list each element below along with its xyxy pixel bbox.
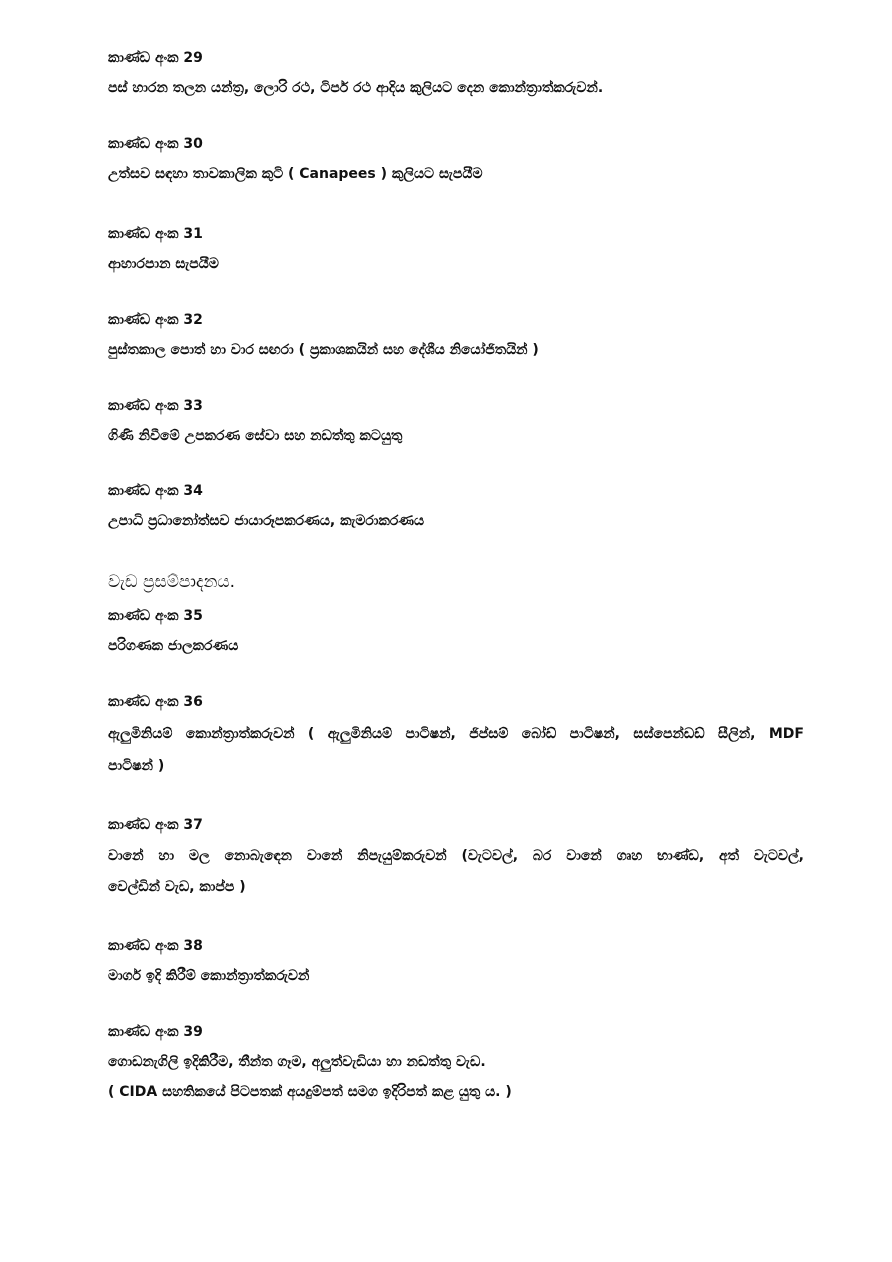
- category-35-text: පරිගණක ජාලකරණය: [108, 638, 239, 654]
- category-39-text-line-2: ( CIDA සහතිකයේ පිටපතක් අයදුම්පත් සමග ඉදිරිපත් කළ යුතු ය. ): [108, 1084, 512, 1100]
- category-37-text-line-2: වෙල්ඩින් වැඩ, කාප්ප ): [108, 879, 246, 895]
- category-32-label: කාණ්ඩ අංක 32: [108, 312, 203, 328]
- category-34-label: කාණ්ඩ අංක 34: [108, 483, 203, 499]
- category-30-text: උත්සව සඳහා තාවකාලික කුටි ( Canapees ) කුලියට සැපයීම: [108, 166, 483, 182]
- category-36-text-line-1: ඇලුමිනියම් කොන්ත්‍රාත්කරුවන් ( ඇලුමිනියම් පාටිෂන්, ජිප්සම් බෝඩ් පාටිෂන්, සස්පෙන්ඩඩ් සීලින්, MDF: [108, 726, 804, 742]
- category-30-label: කාණ්ඩ අංක 30: [108, 136, 203, 152]
- category-29-label: කාණ්ඩ අංක 29: [108, 50, 203, 66]
- category-29-text: පස් හාරන තලන යන්ත්‍ර, ලොරි රථ, ටිපර් රථ ආදිය කුලියට දෙන කොන්ත්‍රාත්කරුවන්.: [108, 80, 604, 96]
- works-procurement-heading: වැඩ ප්‍රසම්පාදනය.: [108, 572, 236, 592]
- category-36-label: කාණ්ඩ අංක 36: [108, 694, 203, 710]
- category-38-text: මාර්ග ඉදි කිරීම් කොන්ත්‍රාත්කරුවන්: [108, 968, 310, 984]
- category-39-label: කාණ්ඩ අංක 39: [108, 1024, 203, 1040]
- category-39-text-line-1: ගොඩනැගිලි ඉදිකිරීම, තීන්ත ගෑම, අලුත්වැඩියා හා නඩත්තු වැඩ.: [108, 1054, 486, 1070]
- category-31-text: ආහාරපාන සැපයීම: [108, 256, 219, 272]
- category-33-label: කාණ්ඩ අංක 33: [108, 398, 203, 414]
- category-33-text: ගිණි නිවීමේ උපකරණ සේවා සහ නඩත්තු කටයුතු: [108, 428, 403, 444]
- category-35-label: කාණ්ඩ අංක 35: [108, 608, 203, 624]
- category-31-label: කාණ්ඩ අංක 31: [108, 226, 203, 242]
- category-37-text-line-1: වානේ හා මල නොබැඳෙන වානේ නිපැයුම්කරුවන් (වැටවල්, බර වානේ ගෘහ භාණ්ඩ, අත් වැටවල්,: [108, 848, 804, 864]
- category-37-label: කාණ්ඩ අංක 37: [108, 817, 203, 833]
- category-34-text: උපාධි ප්‍රධානෝත්සව ජායාරූපකරණය, කැමරාකරණය: [108, 513, 425, 529]
- category-32-text: පුස්තකාල පොත් හා වාර සඟරා ( ප්‍රකාශකයින් සහ දේශීය නියෝජිතයින් ): [108, 342, 539, 358]
- category-38-label: කාණ්ඩ අංක 38: [108, 938, 203, 954]
- category-36-text-line-2: පාටිෂන් ): [108, 758, 165, 774]
